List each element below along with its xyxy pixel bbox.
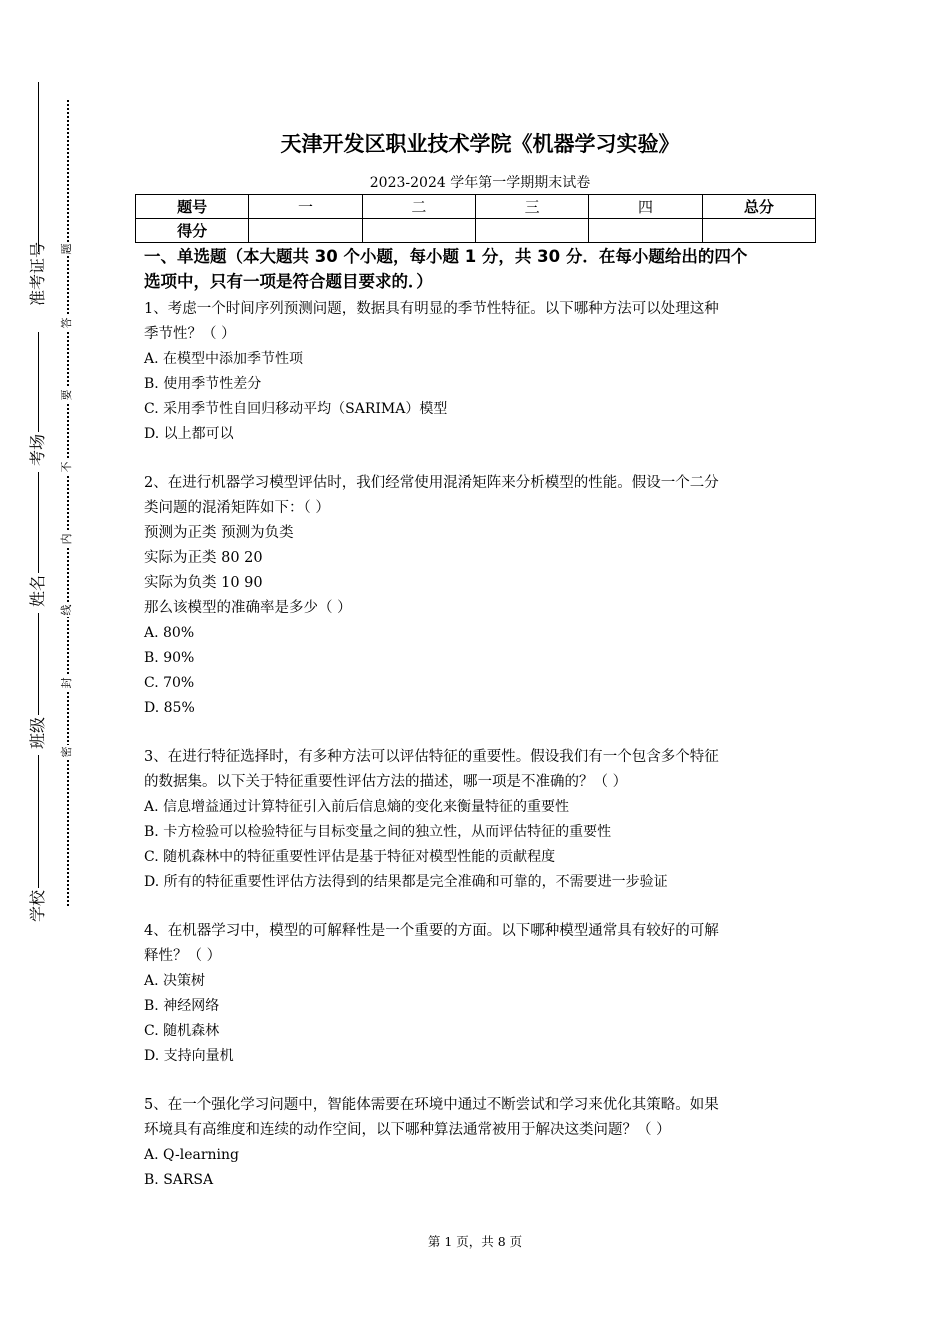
question-2 [144,471,812,721]
question-text: 类问题的混淆矩阵如下：（ ） [144,500,330,516]
option-b: B. 卡方检验可以检验特征与目标变量之间的独立性，从而评估特征的重要性 [144,824,612,840]
question-text: 实际为正类 80 20 [144,550,263,566]
option-a: A. 80% [144,625,195,641]
question-text: 释性？（ ） [144,948,222,964]
score-table-cell: 得分 [136,219,249,243]
question-4 [144,919,812,1069]
seal-char: 内 [60,533,73,545]
score-table-cell: 三 [475,195,588,219]
binding-line [38,82,39,920]
score-table-score-row [136,219,816,243]
score-table-cell: 四 [589,195,702,219]
section-heading-line: 选项中，只有一项是符合题目要求的．） [144,272,433,291]
seal-char: 不 [60,461,73,473]
option-c: C. 随机森林 [144,1023,220,1039]
option-a: A. 信息增益通过计算特征引入前后信息熵的变化来衡量特征的重要性 [144,799,570,815]
option-d: D. 85% [144,700,195,716]
seal-char: 密 [60,746,73,758]
page-number: 第 1 页，共 8 页 [427,1234,523,1249]
seal-char: 线 [60,604,73,616]
exam-title: 天津开发区职业技术学院《机器学习实验》 [280,132,680,156]
seal-char: 答 [60,317,73,329]
score-input-cell[interactable] [589,219,702,243]
question-text: 2、在进行机器学习模型评估时，我们经常使用混淆矩阵来分析模型的性能。假设一个二分 [144,475,719,491]
score-table-cell: 总分 [702,195,815,219]
question-1 [144,297,812,447]
question-text: 5、在一个强化学习问题中，智能体需要在环境中通过不断尝试和学习来优化其策略。如果 [144,1097,719,1113]
score-input-cell[interactable] [362,219,475,243]
option-d: D. 支持向量机 [144,1048,234,1064]
question-text: 预测为正类 预测为负类 [144,525,294,541]
option-d: D. 以上都可以 [144,426,234,442]
seal-dotted-line [67,100,69,906]
seal-char: 要 [60,389,73,401]
school-label: 学校 [24,888,52,928]
question-text: 1、考虑一个时间序列预测问题，数据具有明显的季节性特征。以下哪种方法可以处理这种 [144,301,719,317]
option-a: A. 在模型中添加季节性项 [144,351,304,367]
question-text: 环境具有高维度和连续的动作空间，以下哪种算法通常被用于解决这类问题？（ ） [144,1122,671,1138]
score-table-header-row [136,195,816,219]
question-text: 那么该模型的准确率是多少（ ） [144,600,352,616]
score-input-cell[interactable] [249,219,362,243]
exam-number-label: 准考证号 [24,252,52,332]
student-name-label: 姓名 [24,573,52,613]
exam-content [144,244,812,1193]
exam-subtitle: 2023-2024 学年第一学期期末试卷 [369,175,591,191]
option-b: B. 神经网络 [144,998,220,1014]
score-table-cell: 题号 [136,195,249,219]
option-a: A. 决策树 [144,973,206,989]
question-text: 4、在机器学习中，模型的可解释性是一个重要的方面。以下哪种模型通常具有较好的可解 [144,923,719,939]
seal-char: 封 [60,677,73,689]
question-text: 季节性？（ ） [144,326,236,342]
score-table-cell: 二 [362,195,475,219]
score-input-cell[interactable] [475,219,588,243]
option-b: B. 90% [144,650,195,666]
score-input-cell[interactable] [702,219,815,243]
class-label: 班级 [24,715,52,755]
option-c: C. 70% [144,675,195,691]
option-c: C. 采用季节性自回归移动平均（SARIMA）模型 [144,401,448,417]
question-text: 实际为负类 10 90 [144,575,263,591]
option-d: D. 所有的特征重要性评估方法得到的结果都是完全准确和可靠的，不需要进一步验证 [144,874,668,890]
section-heading [144,244,812,294]
binding-margin [0,0,100,1344]
score-table-cell: 一 [249,195,362,219]
question-text: 的数据集。以下关于特征重要性评估方法的描述，哪一项是不准确的？（ ） [144,774,628,790]
score-table [135,194,816,243]
section-heading-line: 一、单选题（本大题共 30 个小题，每小题 1 分，共 30 分．在每小题给出的四个 [144,247,748,266]
exam-room-label: 考场 [24,432,52,472]
seal-char: 题 [60,243,73,255]
question-3 [144,745,812,895]
option-b: B. SARSA [144,1172,214,1188]
question-5 [144,1093,812,1193]
option-b: B. 使用季节性差分 [144,376,262,392]
option-a: A. Q-learning [144,1147,240,1163]
question-text: 3、在进行特征选择时，有多种方法可以评估特征的重要性。假设我们有一个包含多个特征 [144,749,719,765]
option-c: C. 随机森林中的特征重要性评估是基于特征对模型性能的贡献程度 [144,849,556,865]
